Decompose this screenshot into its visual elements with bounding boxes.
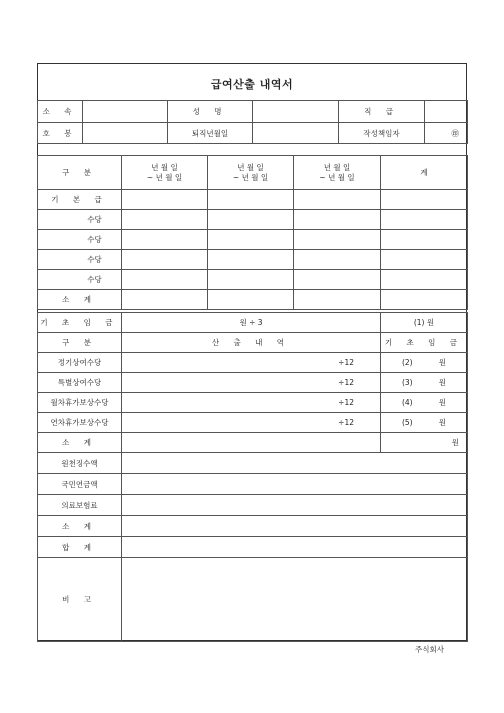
period-table bbox=[37, 155, 468, 310]
calc-header-middle: 산 출 내 역 bbox=[122, 333, 381, 353]
monthly-leave-result[interactable]: (4) 원 bbox=[381, 393, 468, 413]
cell[interactable] bbox=[294, 270, 381, 290]
info-table bbox=[37, 100, 468, 144]
withholding-label: 원천징수액 bbox=[38, 453, 122, 474]
annual-leave-label: 연차휴가보상수당 bbox=[38, 413, 122, 433]
cell[interactable] bbox=[208, 230, 294, 250]
grade-label: 호 봉 bbox=[38, 123, 83, 144]
cell[interactable] bbox=[122, 190, 208, 210]
cell[interactable] bbox=[294, 230, 381, 250]
cell[interactable] bbox=[208, 250, 294, 270]
rank-field[interactable] bbox=[425, 101, 468, 123]
period-3-header: 년 월 일 ~ 년 월 일 bbox=[294, 156, 381, 190]
allowance-4-label: 수당 bbox=[38, 270, 122, 290]
cell[interactable] bbox=[122, 270, 208, 290]
cell[interactable] bbox=[208, 270, 294, 290]
deduction-table bbox=[37, 452, 468, 642]
cell[interactable] bbox=[381, 230, 468, 250]
cell[interactable] bbox=[381, 210, 468, 230]
base-wage-result[interactable]: (1) 원 bbox=[381, 313, 468, 333]
allowance-3-label: 수당 bbox=[38, 250, 122, 270]
withholding-field[interactable] bbox=[122, 453, 468, 474]
cell[interactable] bbox=[381, 270, 468, 290]
regular-bonus-label: 정기상여수당 bbox=[38, 353, 122, 373]
period-total-header: 계 bbox=[381, 156, 468, 190]
cell[interactable] bbox=[294, 210, 381, 230]
grade-field[interactable] bbox=[83, 123, 168, 144]
document-title: 급여산출 내역서 bbox=[210, 78, 294, 91]
health-insurance-field[interactable] bbox=[122, 495, 468, 516]
seal-mark: ㊞ bbox=[425, 123, 468, 144]
rank-label: 직 급 bbox=[339, 101, 425, 123]
name-label: 성 명 bbox=[168, 101, 253, 123]
period-subtotal-label: 소 계 bbox=[38, 290, 122, 310]
writer-label: 작성책임자 bbox=[339, 123, 425, 144]
base-pay-label: 기 본 급 bbox=[38, 190, 122, 210]
period-2-header: 년 월 일 ~ 년 월 일 bbox=[208, 156, 294, 190]
cell[interactable] bbox=[381, 250, 468, 270]
pension-label: 국민연금액 bbox=[38, 474, 122, 495]
document-frame bbox=[37, 63, 467, 641]
cell[interactable] bbox=[381, 290, 468, 310]
company-footer: 주식회사 bbox=[415, 645, 444, 654]
regular-bonus-result[interactable]: (2) 원 bbox=[381, 353, 468, 373]
cell[interactable] bbox=[381, 190, 468, 210]
cell[interactable] bbox=[208, 210, 294, 230]
calc-header-right: 기 초 임 금 bbox=[381, 333, 468, 353]
dept-label: 소 속 bbox=[38, 101, 83, 123]
remarks-label: 비 고 bbox=[38, 558, 122, 642]
calc-subtotal-cell[interactable] bbox=[122, 433, 381, 453]
cell[interactable] bbox=[208, 190, 294, 210]
retire-date-field[interactable] bbox=[253, 123, 339, 144]
grand-total-field[interactable] bbox=[122, 537, 468, 558]
calc-subtotal-label: 소 계 bbox=[38, 433, 122, 453]
allowance-2-label: 수당 bbox=[38, 230, 122, 250]
name-field[interactable] bbox=[253, 101, 339, 123]
cell[interactable] bbox=[294, 190, 381, 210]
base-wage-label: 기 초 임 금 bbox=[38, 313, 122, 333]
deduction-subtotal-label: 소 계 bbox=[38, 516, 122, 537]
cell[interactable] bbox=[122, 290, 208, 310]
remarks-field[interactable] bbox=[122, 558, 468, 642]
dept-field[interactable] bbox=[83, 101, 168, 123]
annual-leave-result[interactable]: (5) 원 bbox=[381, 413, 468, 433]
pension-field[interactable] bbox=[122, 474, 468, 495]
calc-table bbox=[37, 312, 468, 453]
cell[interactable] bbox=[294, 290, 381, 310]
calc-header-label: 구 분 bbox=[38, 333, 122, 353]
cell[interactable] bbox=[122, 210, 208, 230]
health-insurance-label: 의료보험료 bbox=[38, 495, 122, 516]
monthly-leave-label: 월차휴가보상수당 bbox=[38, 393, 122, 413]
cell[interactable] bbox=[122, 230, 208, 250]
cell[interactable] bbox=[294, 250, 381, 270]
cell[interactable] bbox=[122, 250, 208, 270]
grand-total-label: 합 계 bbox=[38, 537, 122, 558]
special-bonus-label: 특별상여수당 bbox=[38, 373, 122, 393]
regular-bonus-div[interactable]: ÷12 bbox=[122, 353, 381, 373]
annual-leave-div[interactable]: ÷12 bbox=[122, 413, 381, 433]
retire-date-label: 퇴직년월일 bbox=[168, 123, 253, 144]
calc-subtotal-unit[interactable]: 원 bbox=[381, 433, 468, 453]
cell[interactable] bbox=[208, 290, 294, 310]
special-bonus-div[interactable]: ÷12 bbox=[122, 373, 381, 393]
special-bonus-result[interactable]: (3) 원 bbox=[381, 373, 468, 393]
base-wage-formula: 원 ÷ 3 bbox=[122, 313, 381, 333]
period-1-header: 년 월 일 ~ 년 월 일 bbox=[122, 156, 208, 190]
period-header-label: 구 분 bbox=[38, 156, 122, 190]
allowance-1-label: 수당 bbox=[38, 210, 122, 230]
deduction-subtotal-field[interactable] bbox=[122, 516, 468, 537]
monthly-leave-div[interactable]: ÷12 bbox=[122, 393, 381, 413]
